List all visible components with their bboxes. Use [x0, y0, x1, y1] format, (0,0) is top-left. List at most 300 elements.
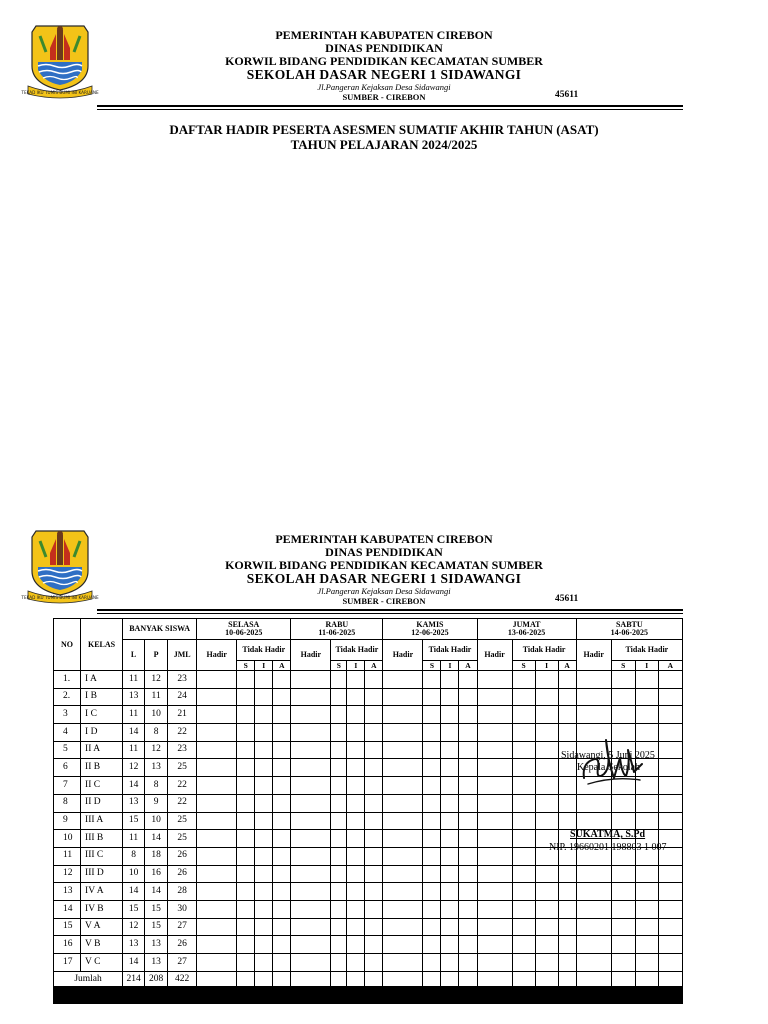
day-name: JUMAT	[512, 620, 541, 629]
cell-attendance	[383, 812, 423, 830]
postal-code: 45611	[555, 90, 579, 100]
cell-attendance	[331, 706, 347, 724]
cell-kelas: V B	[81, 936, 123, 954]
cell-l: 10	[123, 865, 145, 883]
cell-attendance	[658, 918, 682, 936]
cell-attendance	[558, 954, 576, 972]
cell-attendance	[365, 688, 383, 706]
cell-attendance	[291, 865, 331, 883]
cell-attendance	[383, 954, 423, 972]
cell-l: 12	[123, 759, 145, 777]
day-header-selasa	[197, 619, 291, 640]
cell-attendance	[291, 759, 331, 777]
cell-attendance	[423, 830, 441, 848]
day-name: SABTU	[615, 620, 643, 629]
cell-attendance	[237, 936, 255, 954]
cell-attendance	[535, 918, 558, 936]
cell-jml: 26	[168, 847, 197, 865]
col-jml: JML	[168, 640, 197, 671]
cell-attendance	[512, 865, 535, 883]
cell-attendance	[291, 883, 331, 901]
cell-attendance	[441, 671, 459, 689]
cell-attendance	[611, 865, 635, 883]
table-row	[54, 883, 683, 901]
cell-attendance	[383, 883, 423, 901]
cell-p: 8	[145, 777, 168, 795]
cell-attendance	[255, 759, 273, 777]
cell-attendance	[273, 954, 291, 972]
cell-attendance	[576, 918, 611, 936]
day-header-sabtu	[576, 619, 682, 640]
cell-attendance	[441, 688, 459, 706]
cell-attendance	[255, 741, 273, 759]
header-rule-thick	[97, 105, 683, 107]
cell-attendance	[237, 954, 255, 972]
school-address: Jl.Pangeran Kejaksan Desa Sidawangi	[317, 81, 451, 92]
cell-p: 12	[145, 741, 168, 759]
cell-attendance	[197, 688, 237, 706]
cell-attendance	[441, 918, 459, 936]
header-line2: DINAS PENDIDIKAN	[325, 41, 443, 55]
cell-attendance	[558, 688, 576, 706]
cell-attendance	[383, 847, 423, 865]
cell-attendance	[273, 706, 291, 724]
cell-p: 15	[145, 900, 168, 918]
cell-attendance	[291, 741, 331, 759]
document-title	[0, 122, 768, 152]
school-city: SUMBER - CIREBON	[342, 596, 426, 606]
school-name: SEKOLAH DASAR NEGERI 1 SIDAWANGI	[246, 67, 522, 82]
cell-attendance	[441, 794, 459, 812]
cell-attendance	[535, 794, 558, 812]
cell-jml: 26	[168, 936, 197, 954]
cell-attendance	[383, 900, 423, 918]
cell-attendance	[576, 794, 611, 812]
cell-attendance	[576, 706, 611, 724]
cell-attendance	[347, 671, 365, 689]
cell-jml: 26	[168, 865, 197, 883]
cell-attendance	[512, 741, 535, 759]
cell-p: 16	[145, 865, 168, 883]
cell-attendance	[365, 936, 383, 954]
cell-attendance	[658, 812, 682, 830]
cell-attendance	[423, 759, 441, 777]
cell-attendance	[512, 759, 535, 777]
cell-attendance	[273, 865, 291, 883]
cell-attendance	[255, 883, 273, 901]
cell-attendance	[383, 936, 423, 954]
cell-attendance	[331, 759, 347, 777]
cell-attendance	[291, 706, 331, 724]
cell-attendance	[331, 954, 347, 972]
cell-p: 10	[145, 812, 168, 830]
cell-attendance	[658, 865, 682, 883]
cell-kelas: I A	[81, 671, 123, 689]
cell-attendance	[273, 812, 291, 830]
cell-no: 11	[54, 847, 81, 865]
school-city: SUMBER - CIREBON	[342, 92, 426, 102]
col-hadir: Hadir	[383, 640, 423, 671]
cell-attendance	[365, 954, 383, 972]
school-name: SEKOLAH DASAR NEGERI 1 SIDAWANGI	[246, 571, 522, 586]
cell-attendance	[635, 954, 658, 972]
attendance-table	[53, 618, 683, 989]
header-rule-thick	[97, 609, 683, 611]
cell-attendance	[477, 812, 512, 830]
day-header-rabu	[291, 619, 383, 640]
cell-attendance	[255, 830, 273, 848]
cell-attendance	[512, 830, 535, 848]
cell-attendance	[477, 918, 512, 936]
cell-attendance	[237, 847, 255, 865]
cell-attendance	[558, 777, 576, 795]
cell-attendance	[477, 671, 512, 689]
col-a: A	[459, 661, 477, 671]
cell-attendance	[576, 900, 611, 918]
letterhead-2	[0, 533, 768, 606]
cell-attendance	[535, 812, 558, 830]
cell-total-p: 208	[145, 971, 168, 989]
cell-attendance	[535, 865, 558, 883]
cell-attendance	[423, 865, 441, 883]
cell-attendance	[459, 671, 477, 689]
day-date: 13-06-2025	[507, 628, 546, 637]
cell-attendance	[558, 865, 576, 883]
col-p: P	[145, 640, 168, 671]
cell-attendance	[273, 847, 291, 865]
cell-attendance	[477, 724, 512, 742]
cell-attendance	[441, 936, 459, 954]
cell-attendance	[558, 794, 576, 812]
cell-attendance	[347, 954, 365, 972]
cell-attendance	[273, 900, 291, 918]
cell-jml: 22	[168, 794, 197, 812]
cell-attendance	[423, 688, 441, 706]
cell-kelas: V A	[81, 918, 123, 936]
day-name: SELASA	[228, 620, 260, 629]
cell-attendance	[512, 777, 535, 795]
cell-attendance	[255, 688, 273, 706]
cell-attendance	[576, 671, 611, 689]
cell-attendance	[197, 865, 237, 883]
cell-attendance	[558, 900, 576, 918]
cell-attendance	[576, 954, 611, 972]
cell-kelas: I B	[81, 688, 123, 706]
day-date: 11-06-2025	[318, 628, 356, 637]
cell-attendance	[331, 671, 347, 689]
cell-attendance	[383, 706, 423, 724]
cell-attendance	[197, 706, 237, 724]
cell-attendance	[383, 741, 423, 759]
cell-attendance	[331, 794, 347, 812]
col-no: NO	[54, 619, 81, 671]
cell-no: 13	[54, 883, 81, 901]
cell-l: 13	[123, 794, 145, 812]
cell-attendance	[273, 688, 291, 706]
cell-attendance	[611, 794, 635, 812]
cell-attendance	[558, 759, 576, 777]
cell-attendance	[477, 900, 512, 918]
cell-kelas: III D	[81, 865, 123, 883]
cell-l: 8	[123, 847, 145, 865]
cell-attendance	[237, 865, 255, 883]
cell-l: 13	[123, 688, 145, 706]
cell-attendance	[635, 812, 658, 830]
cell-attendance	[658, 883, 682, 901]
cell-attendance	[347, 724, 365, 742]
cell-attendance	[658, 794, 682, 812]
cell-no: 5	[54, 741, 81, 759]
cell-attendance	[273, 918, 291, 936]
cell-attendance	[423, 954, 441, 972]
table-row	[54, 794, 683, 812]
cell-no: 15	[54, 918, 81, 936]
cell-total-label: Jumlah	[54, 971, 123, 989]
cell-jml: 25	[168, 759, 197, 777]
cell-attendance	[197, 741, 237, 759]
col-i: I	[255, 661, 273, 671]
cell-attendance	[459, 777, 477, 795]
cell-attendance	[576, 883, 611, 901]
col-i: I	[347, 661, 365, 671]
table-row	[54, 688, 683, 706]
cell-attendance	[347, 847, 365, 865]
cell-attendance	[512, 812, 535, 830]
cell-attendance	[365, 741, 383, 759]
col-i: I	[441, 661, 459, 671]
col-i: I	[535, 661, 558, 671]
day-date: 14-06-2025	[610, 628, 648, 637]
cell-attendance	[658, 954, 682, 972]
table-row	[54, 936, 683, 954]
cell-no: 17	[54, 954, 81, 972]
cell-no: 6	[54, 759, 81, 777]
cell-attendance	[441, 777, 459, 795]
cell-jml: 28	[168, 883, 197, 901]
cell-attendance	[237, 883, 255, 901]
cell-attendance	[291, 918, 331, 936]
cell-attendance	[291, 812, 331, 830]
cell-l: 15	[123, 812, 145, 830]
cell-attendance	[383, 830, 423, 848]
cell-no: 12	[54, 865, 81, 883]
cell-attendance	[347, 706, 365, 724]
cell-l: 14	[123, 883, 145, 901]
cell-attendance	[535, 724, 558, 742]
cell-no: 9	[54, 812, 81, 830]
col-hadir: Hadir	[197, 640, 237, 671]
col-s: S	[331, 661, 347, 671]
cell-attendance	[291, 900, 331, 918]
col-tidak-hadir: Tidak Hadir	[423, 640, 477, 661]
cell-p: 12	[145, 671, 168, 689]
cell-attendance	[237, 759, 255, 777]
cell-attendance	[611, 936, 635, 954]
cell-attendance	[477, 706, 512, 724]
cell-attendance	[441, 724, 459, 742]
cell-attendance	[658, 936, 682, 954]
cell-l: 11	[123, 830, 145, 848]
cell-no: 16	[54, 936, 81, 954]
cell-attendance	[365, 883, 383, 901]
cell-attendance	[197, 847, 237, 865]
col-tidak-hadir: Tidak Hadir	[611, 640, 682, 661]
cell-attendance	[291, 688, 331, 706]
cell-attendance	[197, 724, 237, 742]
cell-attendance	[558, 812, 576, 830]
cell-attendance	[331, 777, 347, 795]
cell-attendance	[477, 954, 512, 972]
cell-attendance	[535, 671, 558, 689]
cell-attendance	[441, 900, 459, 918]
cell-attendance	[576, 688, 611, 706]
cell-p: 8	[145, 724, 168, 742]
day-header-jumat	[477, 619, 576, 640]
col-s: S	[611, 661, 635, 671]
cell-attendance	[331, 741, 347, 759]
cell-p: 10	[145, 706, 168, 724]
cell-attendance	[237, 671, 255, 689]
cell-attendance	[658, 777, 682, 795]
cell-attendance	[197, 918, 237, 936]
cell-attendance	[441, 706, 459, 724]
cell-attendance	[423, 741, 441, 759]
col-s: S	[512, 661, 535, 671]
header-line1: PEMERINTAH KABUPATEN CIREBON	[275, 532, 493, 546]
cell-p: 14	[145, 830, 168, 848]
cell-attendance	[459, 688, 477, 706]
cell-l: 11	[123, 741, 145, 759]
cell-attendance	[331, 812, 347, 830]
header-line3: KORWIL BIDANG PENDIDIKAN KECAMATAN SUMBER	[225, 54, 543, 68]
cell-attendance	[459, 954, 477, 972]
cell-attendance	[512, 724, 535, 742]
handwritten-signature	[578, 734, 648, 790]
table-row	[54, 954, 683, 972]
cell-attendance	[477, 830, 512, 848]
cell-attendance	[331, 724, 347, 742]
cell-attendance	[255, 706, 273, 724]
cell-attendance	[237, 724, 255, 742]
cell-kelas: III C	[81, 847, 123, 865]
cell-kelas: II B	[81, 759, 123, 777]
cell-attendance	[273, 741, 291, 759]
cell-attendance	[423, 794, 441, 812]
cell-attendance	[459, 759, 477, 777]
day-header-kamis	[383, 619, 477, 640]
cell-attendance	[331, 830, 347, 848]
cell-attendance	[576, 865, 611, 883]
cell-attendance	[273, 724, 291, 742]
cell-attendance	[291, 847, 331, 865]
cell-attendance	[255, 918, 273, 936]
title-line2: TAHUN PELAJARAN 2024/2025	[290, 137, 478, 152]
cell-attendance	[255, 724, 273, 742]
cell-attendance	[441, 759, 459, 777]
signature-name: SUKATMA, S.Pd	[570, 829, 646, 840]
cell-attendance	[347, 688, 365, 706]
cell-attendance	[441, 741, 459, 759]
cell-attendance	[291, 794, 331, 812]
cell-attendance	[535, 777, 558, 795]
col-a: A	[558, 661, 576, 671]
cell-attendance	[535, 759, 558, 777]
col-l: L	[123, 640, 145, 671]
cell-attendance	[441, 830, 459, 848]
cell-attendance	[197, 830, 237, 848]
cell-p: 13	[145, 759, 168, 777]
cell-attendance	[576, 812, 611, 830]
table-row	[54, 918, 683, 936]
cell-attendance	[658, 724, 682, 742]
cell-p: 9	[145, 794, 168, 812]
cell-attendance	[459, 724, 477, 742]
col-s: S	[423, 661, 441, 671]
cell-attendance	[611, 900, 635, 918]
cell-attendance	[535, 883, 558, 901]
table-row	[54, 865, 683, 883]
cell-attendance	[535, 954, 558, 972]
cell-attendance	[291, 830, 331, 848]
cell-attendance	[365, 918, 383, 936]
cell-attendance	[197, 777, 237, 795]
cell-l: 11	[123, 706, 145, 724]
cell-attendance	[459, 900, 477, 918]
cell-attendance	[459, 706, 477, 724]
cell-jml: 22	[168, 777, 197, 795]
cell-attendance	[423, 671, 441, 689]
cell-attendance	[611, 918, 635, 936]
cell-attendance	[273, 759, 291, 777]
cell-attendance	[477, 847, 512, 865]
cell-no: 14	[54, 900, 81, 918]
cell-attendance	[383, 688, 423, 706]
cell-attendance	[365, 812, 383, 830]
cell-attendance	[331, 918, 347, 936]
cell-attendance	[331, 865, 347, 883]
table-row	[54, 812, 683, 830]
cell-attendance	[512, 954, 535, 972]
cell-attendance	[635, 883, 658, 901]
cell-attendance	[477, 688, 512, 706]
cell-jml: 23	[168, 741, 197, 759]
cell-p: 18	[145, 847, 168, 865]
cell-no: 4	[54, 724, 81, 742]
col-a: A	[658, 661, 682, 671]
cell-attendance	[477, 777, 512, 795]
cell-attendance	[365, 759, 383, 777]
col-kelas: KELAS	[81, 619, 123, 671]
day-date: 12-06-2025	[411, 628, 449, 637]
cell-attendance	[347, 777, 365, 795]
cell-attendance	[291, 936, 331, 954]
cell-kelas: II C	[81, 777, 123, 795]
cell-attendance	[658, 741, 682, 759]
cell-attendance	[197, 883, 237, 901]
cell-attendance	[273, 936, 291, 954]
header-rule-thin	[97, 109, 683, 110]
cell-attendance	[365, 900, 383, 918]
cell-kelas: IV B	[81, 900, 123, 918]
cell-attendance	[635, 936, 658, 954]
cell-attendance	[423, 847, 441, 865]
cell-attendance	[347, 918, 365, 936]
cell-no: 2.	[54, 688, 81, 706]
cell-attendance	[441, 847, 459, 865]
cell-attendance	[441, 883, 459, 901]
day-name: RABU	[325, 620, 349, 629]
cell-l: 13	[123, 936, 145, 954]
